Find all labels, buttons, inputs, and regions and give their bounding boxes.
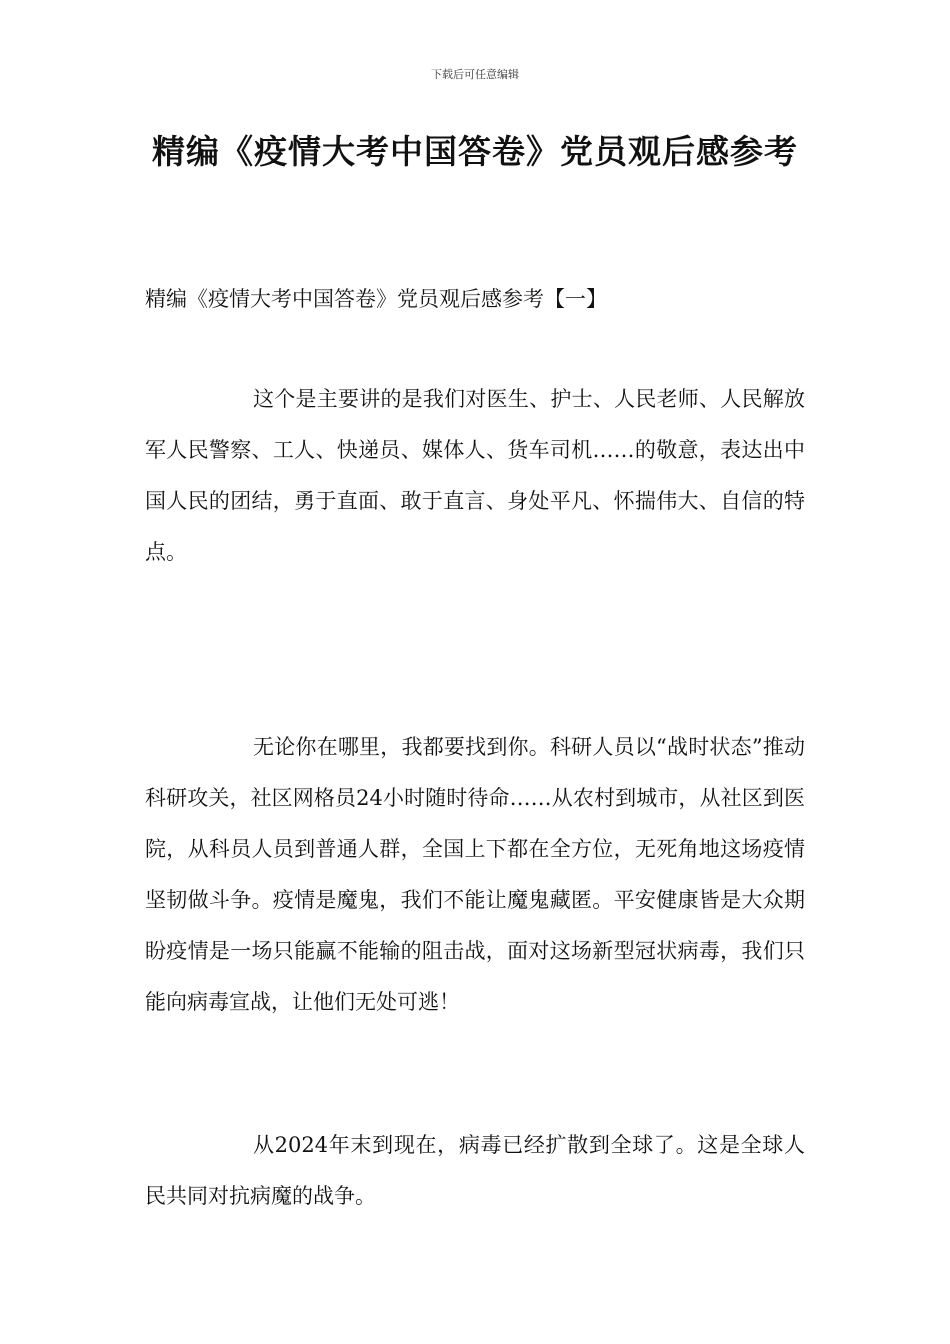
- page-header-note: 下载后可任意编辑: [431, 68, 519, 81]
- section-heading: 精编《疫情大考中国答卷》党员观后感参考【一】: [145, 287, 607, 311]
- paragraph-3: 从2024年末到现在，病毒已经扩散到全球了。这是全球人民共同对抗病魔的战争。: [145, 1133, 805, 1208]
- document-title: 精编《疫情大考中国答卷》党员观后感参考: [152, 132, 798, 171]
- paragraph-2: 无论你在哪里，我都要找到你。科研人员以“战时状态”推动科研攻关，社区网格员24小时随时待命……从农村到城市，从社区到医院，从科员人员到普通人群，全国上下都在全方位，无死角地这场疫情坚韧做斗争。疫情是魔鬼，我们不能让魔鬼藏匿。平安健康皆是大众期盼疫情是一场只能赢不能输的阻击战，面对这场新型冠状病毒，我们只能向病毒宣战，让他们无处可逃！: [145, 735, 805, 1014]
- paragraph-1: 这个是主要讲的是我们对医生、护士、人民老师、人民解放军人民警察、工人、快递员、媒体人、货车司机……的敬意，表达出中国人民的团结，勇于直面、敢于直言、身处平凡、怀揣伟大、自信的特点。: [145, 387, 805, 564]
